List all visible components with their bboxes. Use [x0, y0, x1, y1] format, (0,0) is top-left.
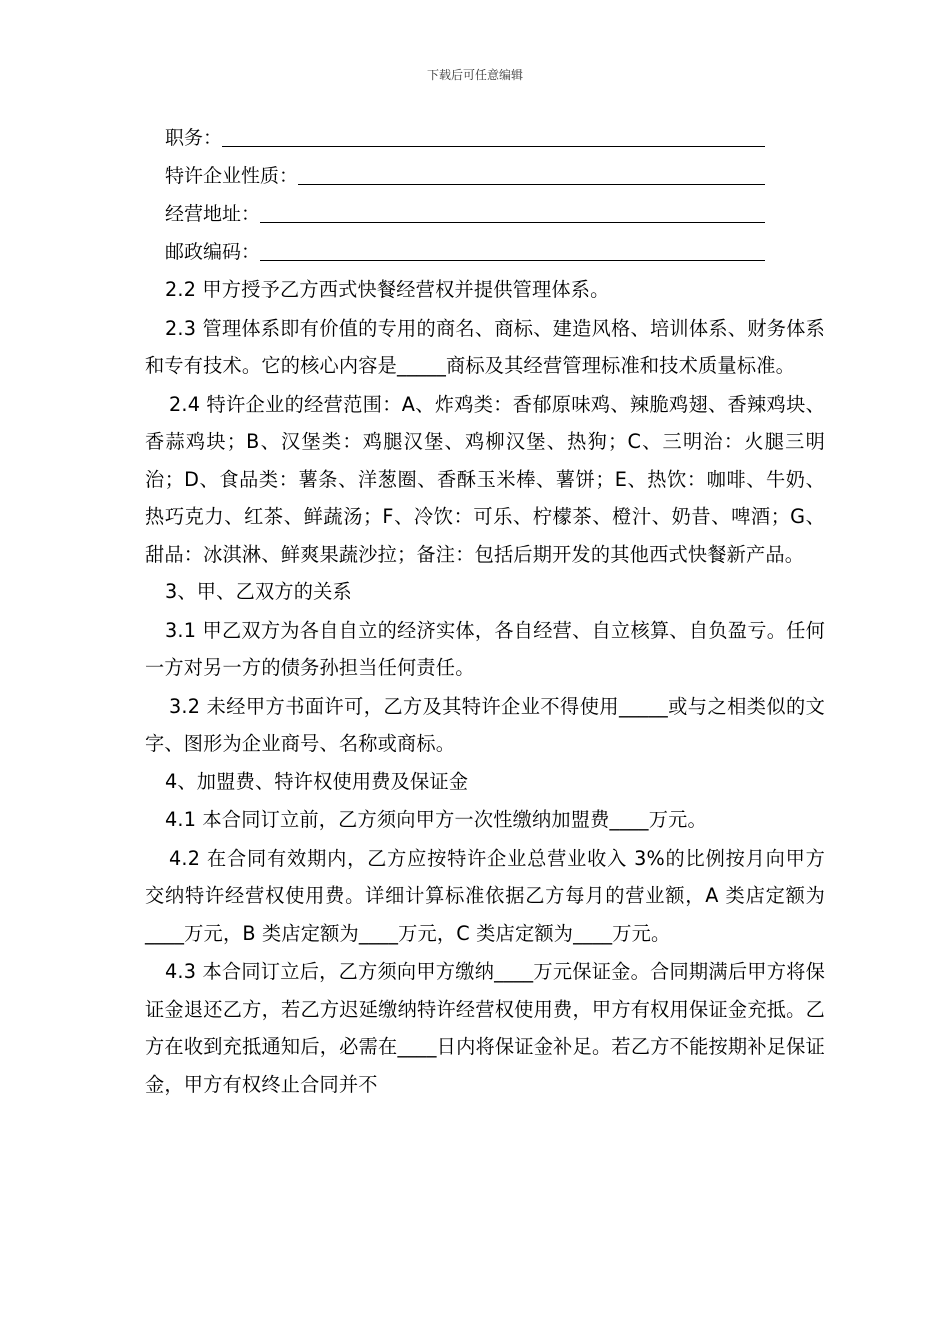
fill-in-line — [260, 221, 765, 223]
document-body — [145, 118, 825, 1103]
section-3-heading: 3、甲、乙双方的关系 — [165, 580, 352, 603]
clause-4-3: 4.3 本合同订立后，乙方须向甲方缴纳____万元保证金。合同期满后甲方将保证金退还乙方，若乙方迟延缴纳特许经营权使用费，甲方有权用保证金充抵。乙方在收到充抵通知后，必需在____日内将保证金补足。若乙方不能按期补足保证金，甲方有权终止合同并不 — [145, 960, 825, 1096]
clause-4-1: 4.1 本合同订立前，乙方须向甲方一次性缴纳加盟费____万元。 — [165, 808, 707, 831]
clause-3-1: 3.1 甲乙双方为各自自立的经济实体，各自经营、自立核算、自负盈亏。任何一方对另一方的债务孙担当任何责任。 — [145, 618, 825, 679]
clause-2-4: 2.4 特许企业的经营范围：A、炸鸡类：香郁原味鸡、辣脆鸡翅、香辣鸡块、香蒜鸡块；B、汉堡类：鸡腿汉堡、鸡柳汉堡、热狗；C、三明治：火腿三明治；D、食品类：薯条、洋葱圈、香酥玉米棒、薯饼；E、热饮：咖啡、牛奶、热巧克力、红茶、鲜蔬汤；F、冷饮：可乐、柠檬茶、橙汁、奶昔、啤酒；G、甜品：冰淇淋、鲜爽果蔬沙拉；备注：包括后期开发的其他西式快餐新产品。 — [145, 392, 825, 566]
field-business-address — [145, 194, 765, 232]
fill-in-line — [298, 183, 765, 185]
fill-in-line — [222, 145, 765, 147]
page-header: 下载后可任意编辑 — [426, 68, 523, 82]
field-label: 邮政编码： — [165, 241, 261, 263]
field-postal-code — [145, 232, 765, 270]
field-enterprise-nature — [145, 156, 765, 194]
clause-4-2: 4.2 在合同有效期内，乙方应按特许企业总营业收入 3%的比例按月向甲方交纳特许经营权使用费。详细计算标准依据乙方每月的营业额，A 类店定额为____万元，B 类店定额为____万元，C 类店定额为____万元。 — [145, 846, 825, 945]
clause-3-2: 3.2 未经甲方书面许可，乙方及其特许企业不得使用_____或与之相类似的文字、图形为企业商号、名称或商标。 — [145, 694, 825, 755]
clause-2-3: 2.3 管理体系即有价值的专用的商名、商标、建造风格、培训体系、财务体系和专有技术。它的核心内容是_____商标及其经营管理标准和技术质量标准。 — [145, 316, 825, 377]
fill-in-line — [260, 259, 765, 261]
clause-2-2: 2.2 甲方授予乙方西式快餐经营权并提供管理体系。 — [165, 278, 610, 301]
field-label: 职务： — [165, 127, 223, 149]
field-label: 经营地址： — [165, 203, 261, 225]
field-position — [145, 118, 765, 156]
field-label: 特许企业性质： — [165, 165, 299, 187]
section-4-heading: 4、加盟费、特许权使用费及保证金 — [165, 769, 469, 793]
